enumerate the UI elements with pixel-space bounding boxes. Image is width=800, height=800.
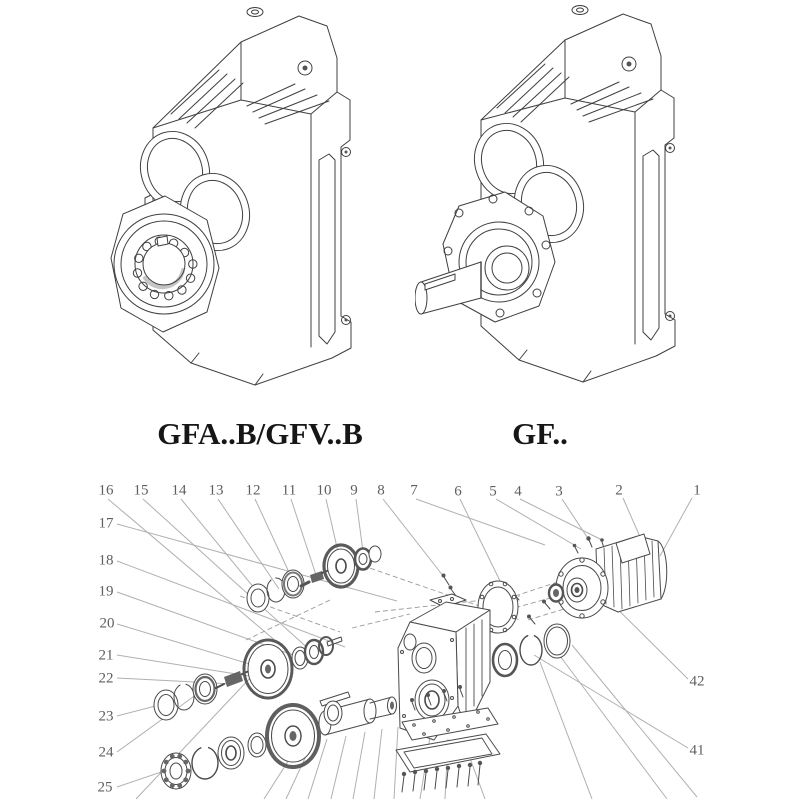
part-callout-13: 13 (208, 482, 224, 499)
part-callout-25: 25 (97, 779, 113, 796)
part-callout-11: 11 (281, 482, 297, 499)
part-callout-2: 2 (615, 482, 623, 499)
input-shaft-assembly (247, 545, 381, 612)
coupling (549, 585, 563, 602)
model-label-gf: GF.. (512, 416, 568, 451)
part-callout-15: 15 (133, 482, 149, 499)
part-callout-1: 1 (693, 482, 701, 499)
part-callout-10: 10 (316, 482, 332, 499)
part-callout-6: 6 (454, 483, 462, 500)
part-callout-8: 8 (377, 482, 385, 499)
part-callout-16: 16 (98, 482, 114, 499)
part-callout-20: 20 (99, 615, 115, 632)
part-callout-23: 23 (98, 708, 114, 725)
part-callout-24: 24 (98, 744, 114, 761)
part-callout-19: 19 (98, 583, 114, 600)
part-callout-4: 4 (514, 483, 522, 500)
front-rail (319, 148, 351, 345)
part-callout-5: 5 (489, 483, 497, 500)
part-callout-22: 22 (98, 670, 114, 687)
gear-unit-drawing-gf (415, 0, 715, 408)
part-callout-14: 14 (171, 482, 187, 499)
part-callout-9: 9 (350, 482, 358, 499)
front-rail (643, 144, 675, 341)
gear-unit-drawing-gfab (95, 2, 395, 410)
motor (556, 534, 667, 618)
part-callout-17: 17 (98, 515, 114, 532)
part-callout-12: 12 (245, 482, 261, 499)
exploded-parts-diagram (0, 470, 800, 800)
part-callout-21: 21 (98, 647, 114, 664)
model-label-gfab: GFA..B/GFV..B (157, 416, 363, 451)
part-callout-41: 41 (689, 742, 705, 759)
part-callout-18: 18 (98, 552, 114, 569)
part-callout-3: 3 (555, 483, 563, 500)
part-callout-42: 42 (689, 673, 705, 690)
part-callout-7: 7 (410, 482, 418, 499)
